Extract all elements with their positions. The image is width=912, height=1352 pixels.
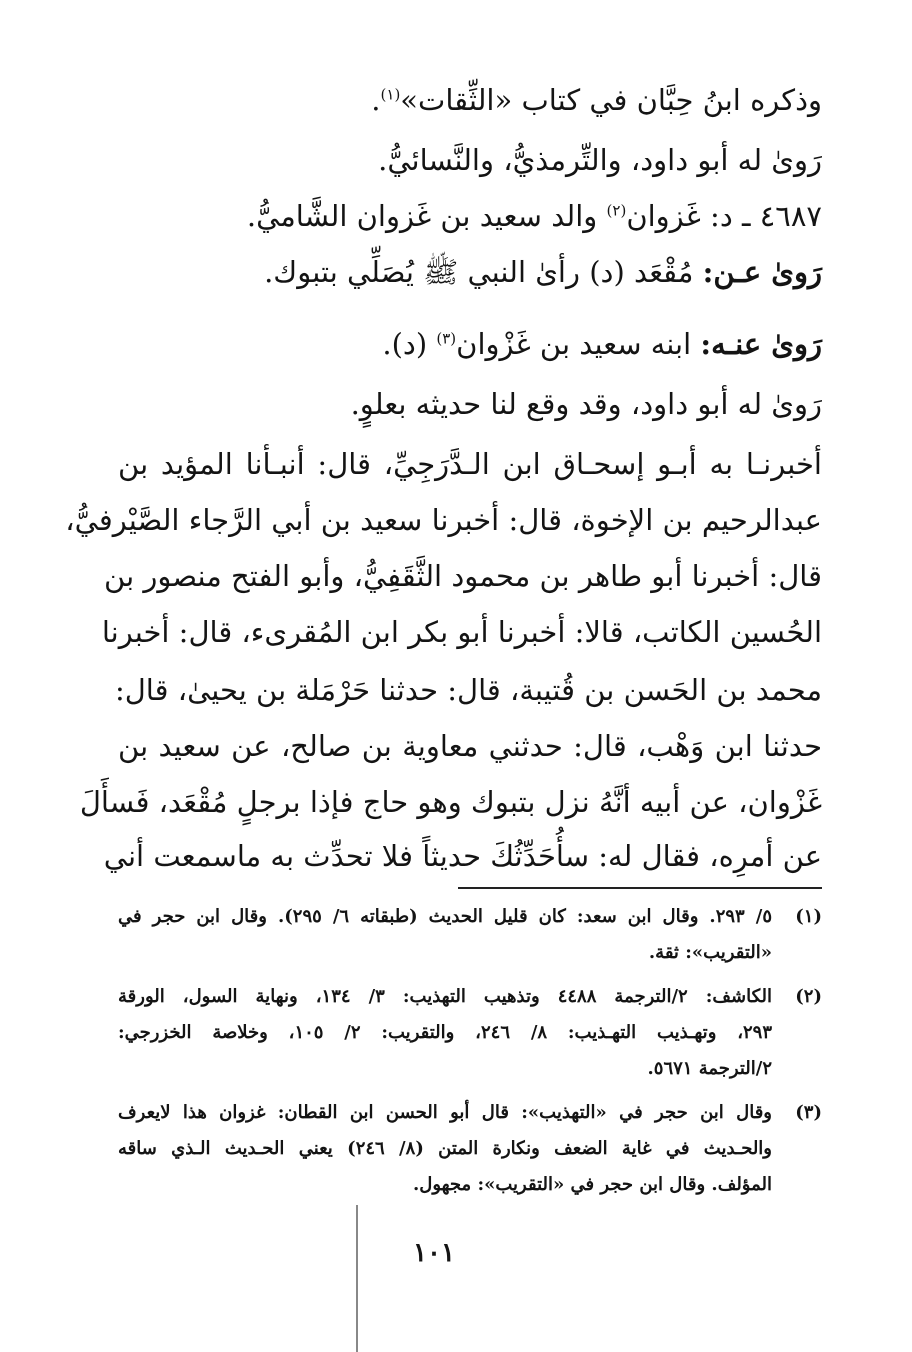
footnote-line: ٢٩٣، وتهـذيب التهـذيب: ٨/ ٢٤٦، والتقريب: ٢/ ١٠٥، وخلاصة الخزرجي: [118, 1022, 773, 1043]
footnote-number: (٣) [795, 1102, 822, 1123]
text-line: رَوىٰ له أبو داود، وقد وقع لنا حديثه بعلوٍ. [350, 387, 822, 421]
text-line [264, 252, 822, 292]
page-number: ١٠١ [413, 1238, 455, 1268]
footnote-ref: (٣) [436, 329, 457, 348]
text-segment: وذكره ابنُ حِبَّان في كتاب «الثِّقات» [400, 83, 822, 117]
footnote-line: والحـديث في غاية الضعف ونكارة المتن (٨/ ٢٤٦) يعني الحـديث الـذي ساقه [118, 1138, 773, 1159]
text-segment: مُقْعَد (د) رأىٰ النبي ﷺ يُصَلِّي بتبوك. [264, 255, 694, 289]
text-line [247, 196, 822, 236]
text-line [382, 324, 822, 364]
text-line [371, 80, 822, 120]
text-segment: (د). [382, 327, 428, 361]
footnote-line: ٢/الترجمة ٥٦٧١. [647, 1058, 772, 1079]
narrated-from-label: رَوىٰ عـن: [702, 255, 822, 289]
text-segment: ابنه سعيد بن غَزْوان [456, 327, 692, 361]
narrated-by-label: رَوىٰ عنـه: [700, 327, 822, 361]
footnote-line: المؤلف. وقال ابن حجر في «التقريب»: مجهول. [412, 1174, 772, 1195]
text-segment: والد سعيد بن غَزوان الشَّاميُّ. [246, 199, 598, 233]
text-line: عن أمرِه، فقال له: سأُحَدِّثُكَ حديثاً فلا تحدِّث به ماسمعت أني [103, 839, 822, 873]
text-line: الحُسين الكاتب، قالا: أخبرنا أبو بكر ابن المُقرىء، قال: أخبرنا [101, 615, 822, 649]
text-line: حدثنا ابن وَهْب، قال: حدثني معاوية بن صالح، عن سعيد بن [118, 729, 822, 763]
footnote-ref: (١) [380, 85, 401, 104]
text-line: قال: أخبرنا أبو طاهر بن محمود الثَّقَفِيُّ، وأبو الفتح منصور بن [104, 559, 822, 593]
footnote-line: وقال ابن حجر في «التهذيب»: قال أبو الحسن ابن القطان: غزوان هذا لايعرف [118, 1102, 772, 1123]
text-line: عبدالرحيم بن الإخوة، قال: أخبرنا سعيد بن أبي الرَّجاء الصَّيْرفيُّ، [65, 503, 822, 537]
text-segment: . [371, 83, 381, 117]
footnote-line: الكاشف: ٢/الترجمة ٤٤٨٨ وتذهيب التهذيب: ٣/ ١٣٤، ونهاية السول، الورقة [118, 986, 773, 1007]
footnote-line: «التقريب»: ثقة. [648, 942, 772, 963]
text-line: رَوىٰ له أبو داود، والتِّرمذيُّ، والنَّسائيُّ. [378, 143, 822, 177]
footnote-number: (٢) [795, 986, 822, 1007]
footnote-line: ٥/ ٢٩٣. وقال ابن سعد: كان قليل الحديث (طبقاته ٦/ ٢٩٥). وقال ابن حجر في [118, 906, 772, 927]
text-line: أخبرنـا به أبـو إسحـاق ابن الـدَّرَجِيِّ، قال: أنبـأنا المؤيد بن [118, 447, 822, 481]
binding-gutter-line [356, 1205, 358, 1352]
footnote-number: (١) [795, 906, 822, 927]
footnote-divider [458, 887, 822, 889]
text-line: محمد بن الحَسن بن قُتيبة، قال: حدثنا حَرْمَلة بن يحيىٰ، قال: [114, 673, 822, 707]
text-line: غَزْوان، عن أبيه أنَّهُ نزل بتبوك وهو حاج فإذا برجلٍ مُقْعَد، فَسأَلَ [79, 785, 822, 819]
entry-heading: ٤٦٨٧ ـ د: غَزوان [626, 199, 822, 233]
footnote-ref: (٢) [606, 201, 627, 220]
